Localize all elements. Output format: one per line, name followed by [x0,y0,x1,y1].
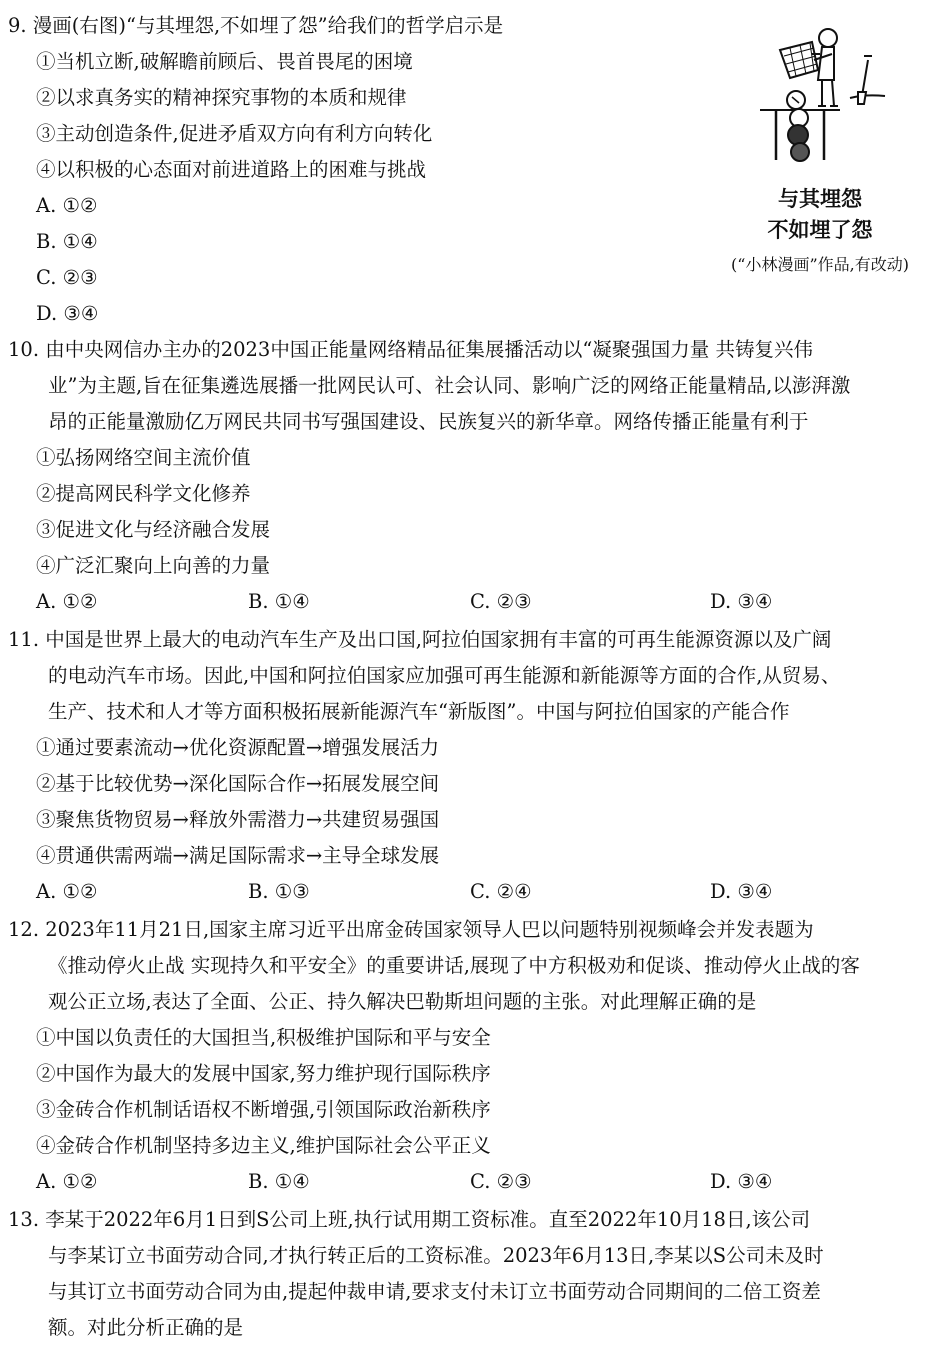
question-stem-line-4: 额。对此分析正确的是 [48,1316,244,1339]
choice-b[interactable]: B. ①④ [248,590,310,613]
option-2: ②以求真务实的精神探究事物的本质和规律 [36,86,407,109]
choices-row [8,584,938,620]
question-stem-line-1: 12. 2023年11月21日,国家主席习近平出席金砖国家领导人巴以问题特别视频峰会并发表题为 [8,918,814,941]
option-1: ①通过要素流动→优化资源配置→增强发展活力 [36,736,440,759]
question-stem-line-2: 业”为主题,旨在征集遴选展播一批网民认可、社会认同、影响广泛的网络正能量精品,以澎湃激 [48,374,851,397]
cartoon-caption-line1: 与其埋怨 [778,187,862,211]
choice-d[interactable]: D. ③④ [36,302,99,325]
option-3: ③主动创造条件,促进矛盾双方向有利方向转化 [36,122,433,145]
choice-b[interactable]: B. ①④ [36,230,98,253]
choice-a[interactable]: A. ①② [36,880,98,903]
choices-row [8,1164,938,1200]
question-stem-line-1: 10. 由中央网信办主办的2023中国正能量网络精品征集展播活动以“凝聚强国力量 共铸复兴伟 [8,338,814,361]
choice-c[interactable]: C. ②④ [470,880,532,903]
question-stem-line-2: 《推动停火止战 实现持久和平安全》的重要讲话,展现了中方积极劝和促谈、推动停火止战的客 [48,954,860,977]
cartoon-figure [700,20,940,280]
option-1: ①当机立断,破解瞻前顾后、畏首畏尾的困境 [36,50,413,73]
option-4: ④金砖合作机制坚持多边主义,维护国际社会公平正义 [36,1134,491,1157]
question-11 [8,622,938,910]
question-stem-line-2: 的电动汽车市场。因此,中国和阿拉伯国家应加强可再生能源和新能源等方面的合作,从贸易、 [48,664,841,687]
option-1: ①弘扬网络空间主流价值 [36,446,251,469]
option-3: ③促进文化与经济融合发展 [36,518,271,541]
choice-a[interactable]: A. ①② [36,590,98,613]
choice-b[interactable]: B. ①④ [248,1170,310,1193]
cartoon-illustration [700,20,940,180]
choice-c[interactable]: C. ②③ [36,266,98,289]
option-4: ④以积极的心态面对前进道路上的困难与挑战 [36,158,427,181]
choice-d[interactable]: D. ③④ [710,1170,773,1193]
question-stem-line-3: 与其订立书面劳动合同为由,提起仲裁申请,要求支付未订立书面劳动合同期间的二倍工资差 [48,1280,821,1303]
question-12 [8,912,938,1200]
question-stem-line-3: 昂的正能量激励亿万网民共同书写强国建设、民族复兴的新华章。网络传播正能量有利于 [48,410,809,433]
question-stem-line-2: 与李某订立书面劳动合同,才执行转正后的工资标准。2023年6月13日,李某以S公司未及时 [48,1244,824,1267]
choices-row [8,874,938,910]
question-stem-line-3: 生产、技术和人才等方面积极拓展新能源汽车“新版图”。中国与阿拉伯国家的产能合作 [48,700,790,723]
option-3: ③金砖合作机制话语权不断增强,引领国际政治新秩序 [36,1098,491,1121]
cartoon-caption-line2: 不如埋了怨 [767,218,873,242]
choice-d[interactable]: D. ③④ [710,590,773,613]
choice-c[interactable]: C. ②③ [470,1170,532,1193]
choice-a[interactable]: A. ①② [36,1170,98,1193]
cartoon-source: (“小林漫画”作品,有改动) [731,255,909,274]
question-stem-line-3: 观公正立场,表达了全面、公正、持久解决巴勒斯坦问题的主张。对此理解正确的是 [48,990,757,1013]
question-stem-line-1: 13. 李某于2022年6月1日到S公司上班,执行试用期工资标准。直至2022年10月18日,该公司 [8,1208,811,1231]
question-13 [8,1202,938,1346]
option-3: ③聚焦货物贸易→释放外需潜力→共建贸易强国 [36,808,440,831]
option-4: ④贯通供需两端→满足国际需求→主导全球发展 [36,844,440,867]
question-stem-line-1: 11. 中国是世界上最大的电动汽车生产及出口国,阿拉伯国家拥有丰富的可再生能源资源以及广阔 [8,628,832,651]
option-2: ②提高网民科学文化修养 [36,482,251,505]
question-stem: 9. 漫画(右图)“与其埋怨,不如埋了怨”给我们的哲学启示是 [8,14,504,37]
choice-c[interactable]: C. ②③ [470,590,532,613]
option-1: ①中国以负责任的大国担当,积极维护国际和平与安全 [36,1026,491,1049]
option-2: ②中国作为最大的发展中国家,努力维护现行国际秩序 [36,1062,491,1085]
option-4: ④广泛汇聚向上向善的力量 [36,554,271,577]
option-2: ②基于比较优势→深化国际合作→拓展发展空间 [36,772,440,795]
choice-d[interactable]: D. ③④ [710,880,773,903]
choice-b[interactable]: B. ①③ [248,880,310,903]
choice-a[interactable]: A. ①② [36,194,98,217]
question-10 [8,332,938,620]
